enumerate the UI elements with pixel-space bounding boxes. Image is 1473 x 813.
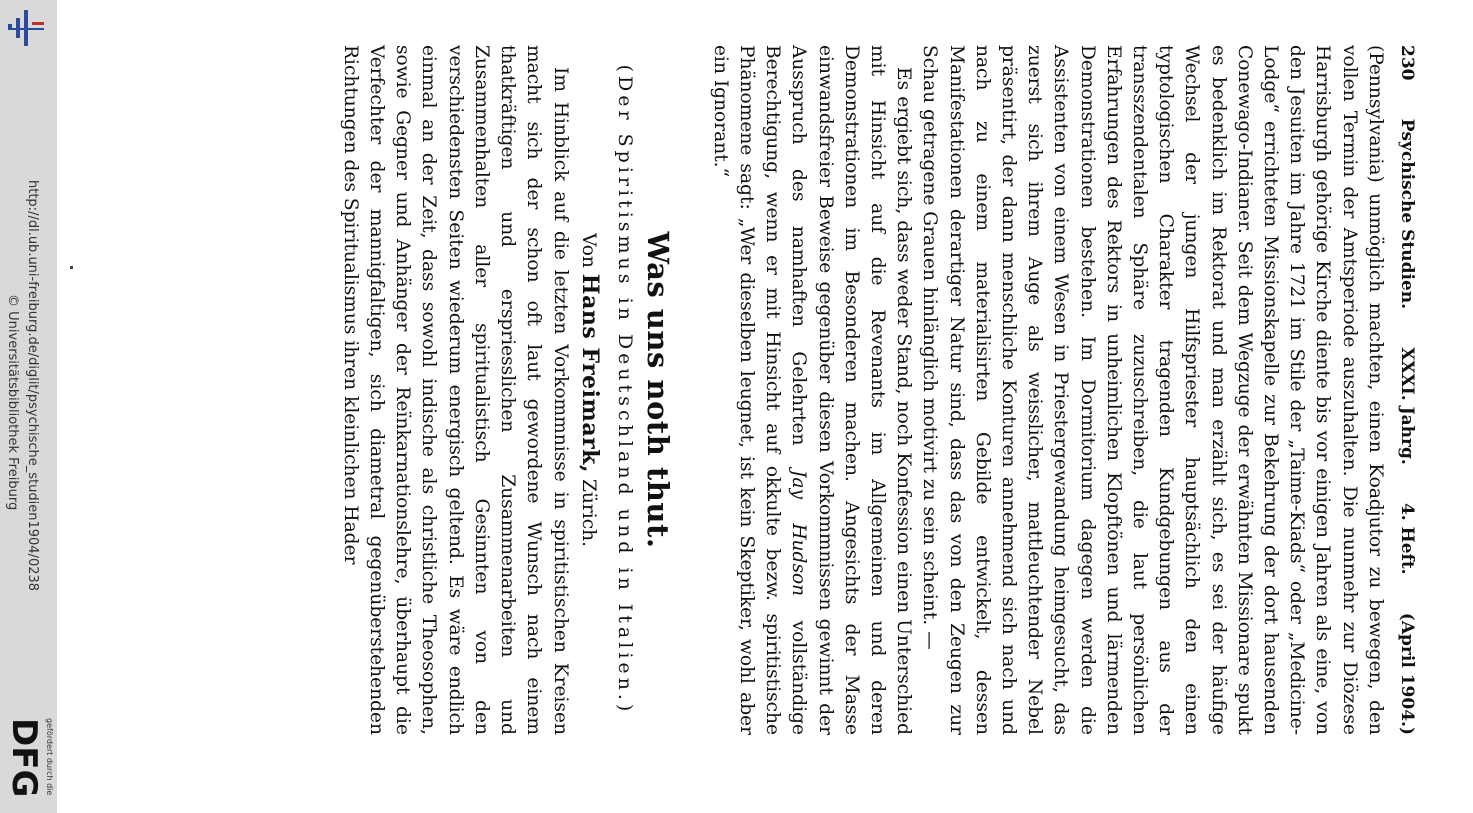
paragraph-2 bbox=[707, 45, 917, 735]
funding-label: gefördert durch die bbox=[45, 718, 54, 796]
article-title: Was uns noth thut. bbox=[640, 231, 675, 549]
dfg-logo-icon bbox=[2, 718, 54, 806]
author-name: Hans Freimark, bbox=[576, 273, 603, 474]
journal-title: Psychische Studien. bbox=[1397, 118, 1417, 310]
running-head bbox=[1394, 45, 1420, 735]
document-page bbox=[337, 45, 1420, 735]
ub-freiburg-logo-icon bbox=[4, 6, 50, 50]
byline-prefix: Von bbox=[577, 232, 599, 268]
article-subtitle: (Der Spiritismus in Deutschland und in Italien.) bbox=[613, 64, 636, 716]
issue-date: (April 1904.) bbox=[1397, 612, 1417, 735]
scan-speck bbox=[70, 266, 73, 269]
copyright-notice: © Universitätsbibliothek Freiburg bbox=[5, 294, 20, 511]
digitization-url[interactable]: http://dl.ub.uni-freiburg.de/diglit/psychische_studien1904/0238 bbox=[25, 180, 40, 592]
paragraph-1: (Pennsylvania) unmöglich machten, einen Koadjutor zu bewegen, den vollen Termin der Amtsperiode auszuhalten. Die nunmehr zur Diözese Harrisburgh gehörige Kirche diente bis vor einigen Jahren als eine, von den Jesuiten im Jahre 1721 im Stile der „Taime-Kiads“ oder „Medicine-Lodge“ errichteten Missionskapelle zur Bekehrung der dort hausenden Conewago-Indianer. Seit dem Wegzuge der erwähnten Missionare spukt es bedenklich im Rektorat und man erzählt sich, es sei der häufige Wechsel der jungen Hilfspriester hauptsächlich den einen typtologischen Charakter tragenden Kundgebungen aus der transszendentalen Sphäre zuzuschreiben, die laut persönlichen Erfahrungen des Rektors in unheimlichen Klopftönen und lärmenden Demonstrationen bestehen. Im Dormitorium dagegen werden die Assistenten von einem Wesen in Priestergewandung heimgesucht, das zuerst sich ihrem Auge als weisslicher, mattleuchtender Nebel präsentirt, der dann menschliche Konturen annehmend sich nach und nach zu einem materialisirten Gebilde entwickelt, dessen Manifestationen derartiger Natur sind, dass das von den Zeugen zur Schau getragene Grauen hinlänglich motivirt zu sein scheint. — bbox=[919, 45, 1386, 735]
volume-label: XXXI. Jahrg. bbox=[1397, 347, 1417, 465]
byline bbox=[573, 45, 605, 735]
page-number: 230 bbox=[1397, 45, 1417, 81]
paragraph-3: Im Hinblick auf die letzten Vorkommnisse in spiritistischen Kreisen macht sich der schon oft laut gewordene Wunsch nach einem thatkräftigen und erspriesslichen Zusammenarbeiten und Zusammenhalten aller spiritualistisch Gesinnten von den verschiedensten Seiten wiederum energisch geltend. Es wäre endlich einmal an der Zeit, dass sowohl indische als christliche Theosophen, sowie Gegner und Anhänger der Reïnkarnationslehre, überhaupt die Verfechter der mannigfaltigen, sich diametral gegenüberstehenden Richtungen des Spiritualismus ihren kleinlichen Hader bbox=[339, 45, 571, 735]
author-location: Zürich. bbox=[577, 479, 599, 548]
cited-name: Jay Hudson bbox=[788, 469, 810, 597]
paragraph-2-text-b: vollständige Berechtigung, wenn er mit Hinsicht auf okkulte bezw. spiritistische Phänomene sagt: „Wer dieselben leugnet, ist kein Skeptiker, wohl aber ein Ignorant.“ bbox=[709, 45, 810, 735]
dfg-logo-text: DFG bbox=[4, 718, 44, 798]
viewer-sidebar bbox=[0, 0, 57, 813]
paragraph-2-text-a: Es ergiebt sich, dass weder Stand, noch Konfession einen Unterschied mit Hinsicht auf die Revenants im Allgemeinen und deren Demonstrationen im Besonderen machen. Angesichts der Masse einwandsfreier Beweise gegenüber diesen Vorkommnissen gewinnt der Ausspruch des namhaften Gelehrten bbox=[788, 45, 915, 735]
issue-label: 4. Heft. bbox=[1397, 502, 1417, 575]
